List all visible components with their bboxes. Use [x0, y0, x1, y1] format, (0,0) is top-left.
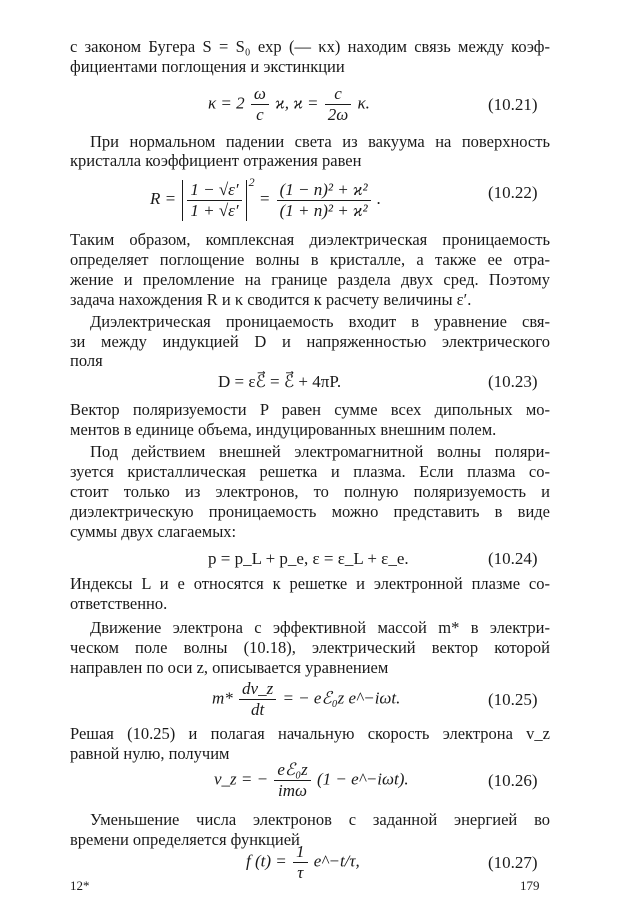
text-line: равной нулю, получим — [70, 744, 230, 763]
text-line: зи между индукцией D и напряженностью электрического — [70, 332, 550, 351]
equation-number: (10.26) — [488, 771, 538, 790]
equation-number: (10.21) — [488, 95, 538, 114]
equation-10-24: p = p_L + p_e, ε = ε_L + ε_e. — [208, 549, 409, 568]
text-line: Под действием внешней электромагнитной волны поляри- — [90, 442, 550, 461]
equation-10-23: D = εℰ⃗ = ℰ⃗ + 4πP. — [218, 372, 342, 391]
text-line: ческом поле волны (10.18), электрический вектор которой — [70, 638, 550, 657]
equation-number: (10.25) — [488, 690, 538, 709]
text-line: определяет поглощение волны в кристалле, а также ее отра- — [70, 250, 550, 269]
equation-10-26: v_z = − $\frac{\text{eℰ₀z}}{\text{imω}}$ (1 − e^−iωt). — [214, 760, 409, 800]
equation-number: (10.27) — [488, 853, 538, 872]
text-line: кристалла коэффициент отражения равен — [70, 151, 362, 170]
text-line: Диэлектрическая проницаемость входит в уравнение свя- — [90, 312, 550, 331]
text-line: с законом Бугера S = S₀ exp (— κx) находим связь между коэф- — [70, 37, 550, 56]
text-line: суммы двух слагаемых: — [70, 522, 237, 541]
text-line: Таким образом, комплексная диэлектрическая проницаемость — [70, 230, 550, 249]
signature-mark: 12* — [70, 878, 90, 893]
text-line: Индексы L и e относятся к решетке и электронной плазме со- — [70, 574, 550, 593]
text-line: задача нахождения R и κ сводится к расчету величины ε′. — [70, 290, 472, 309]
text-line: ответственно. — [70, 594, 168, 613]
text-line: жение и преломление на границе раздела двух сред. Поэтому — [70, 270, 550, 289]
text-line: времени определяется функцией — [70, 830, 300, 849]
text-line: Решая (10.25) и полагая начальную скорость электрона v_z — [70, 724, 550, 743]
page-number: 179 — [520, 878, 540, 893]
equation-number: (10.22) — [488, 183, 538, 202]
equation-number: (10.23) — [488, 372, 538, 391]
text-line: фициентами поглощения и экстинкции — [70, 57, 345, 76]
text-line: стоит только из электронов, то полную поляризуемость и — [70, 482, 550, 501]
text-line: Движение электрона с эффективной массой m* в электри- — [90, 618, 550, 637]
text-line: ментов в единице объема, индуцированных внешним полем. — [70, 420, 497, 439]
text-line: При нормальном падении света из вакуума на поверхность — [90, 132, 550, 151]
equation-10-27: f (t) = $\frac{1}{\tau}$ e^−t/τ, — [246, 842, 360, 882]
equation-10-22: R = $\frac{1 - √\varepsilon'}{1 + √\varepsilon'}$ $^2$ = $\frac{\text{(1 − n)² + ϰ²}}{\text{(1 + n)² + ϰ²}}$ . — [150, 175, 382, 220]
equation-10-21: κ = 2 $\frac{\omega}{c}$ ϰ, ϰ = $\frac{c}{2\omega}$ κ. — [208, 84, 370, 124]
text-line: диэлектрическую проницаемость можно представить в виде — [70, 502, 550, 521]
text-line: поля — [70, 351, 103, 370]
text-line: зуется кристаллическая решетка и плазма. Если плазма со- — [70, 462, 550, 481]
equation-10-25: m* $\frac{dv\_z}{dt}$ = − eℰ₀z e^−iωt. — [212, 679, 401, 719]
equation-number: (10.24) — [488, 549, 538, 568]
text-line: направлен по оси z, описывается уравнением — [70, 658, 389, 677]
text-line: Уменьшение числа электронов с заданной энергией во — [90, 810, 550, 829]
text-line: Вектор поляризуемости P равен сумме всех дипольных мо- — [70, 400, 550, 419]
